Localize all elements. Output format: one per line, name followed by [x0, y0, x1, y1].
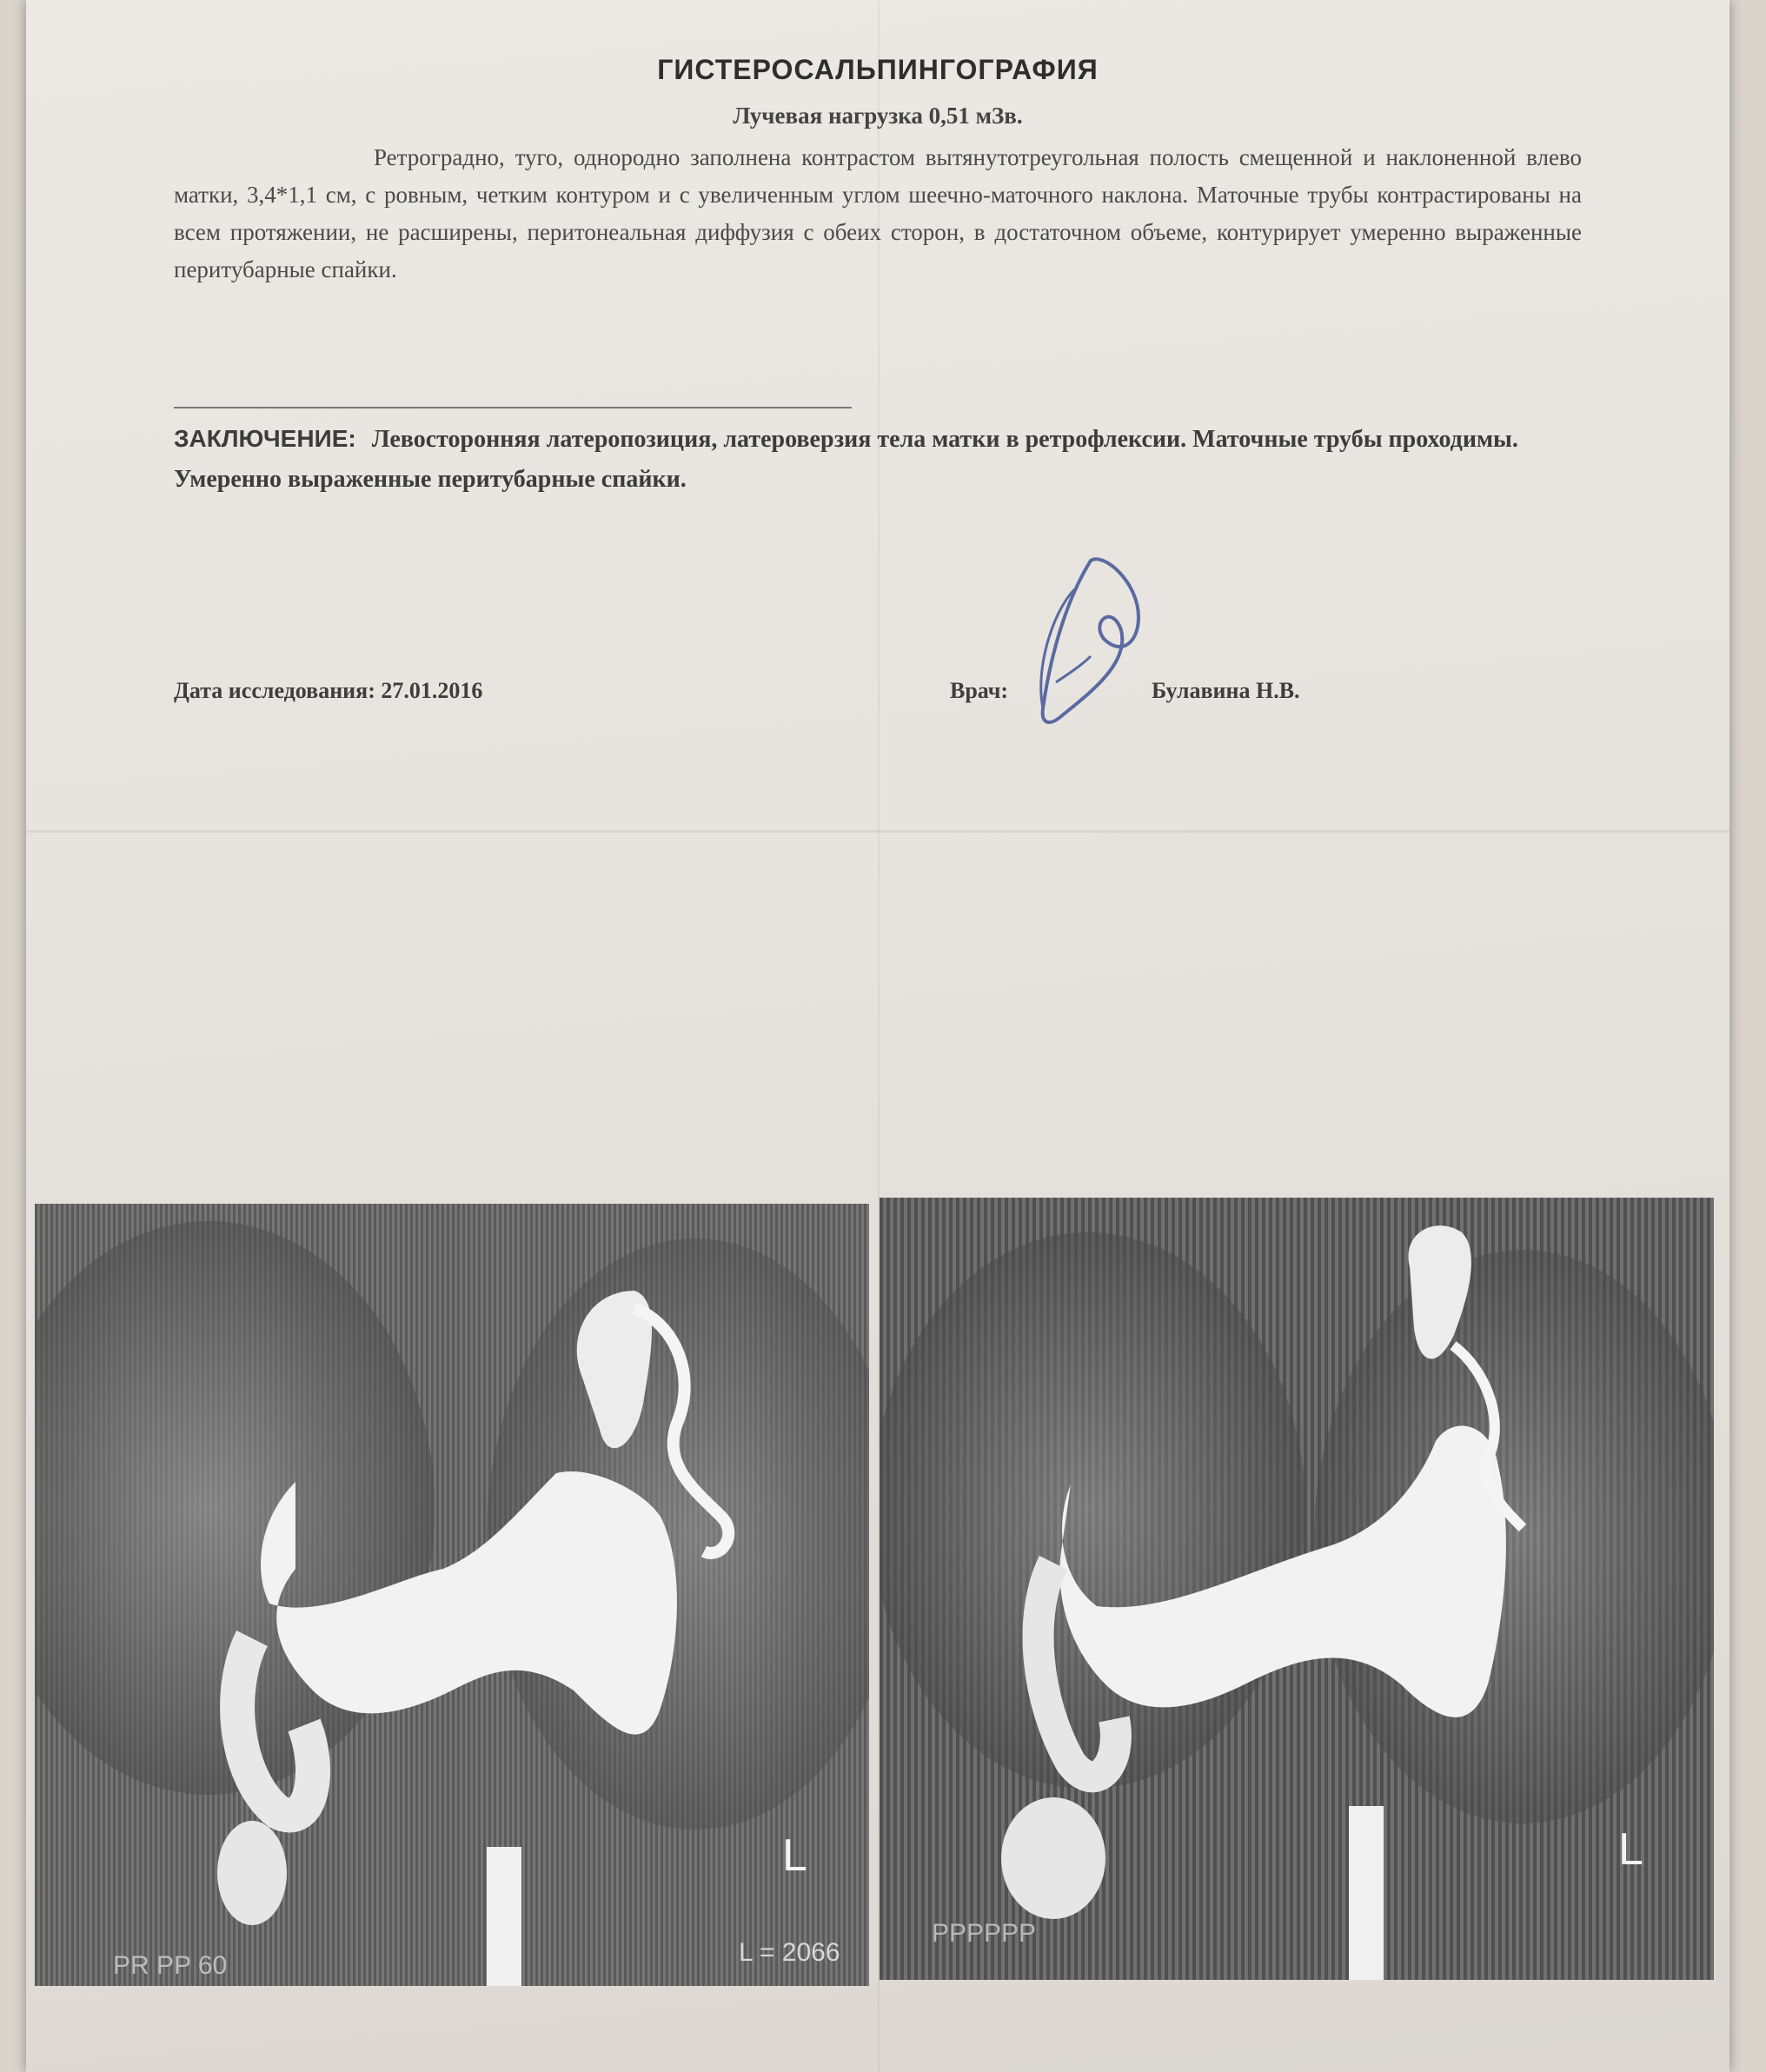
xray-image-right [880, 1198, 1714, 1980]
image-overlay-left-measure: L = 2066 [739, 1938, 840, 1967]
divider-line [174, 407, 852, 408]
image-overlay-left-code: PR PP 60 [113, 1951, 228, 1980]
doctor-label: Врач: [950, 678, 1009, 703]
description-paragraph: Ретроградно, туго, однородно заполнена контрастом вытянутотреугольная полость смещенной и наклоненной влево матки, 3,4*1,1 см, с ровным, четким контуром и с увеличенным углом шеечно-маточного наклона. Маточные трубы контрастированы на всем протяжении, не расширены, перитонеальная диффузия с обеих сторон, в достаточном объеме, контурирует умеренно выраженные перитубарные спайки. [174, 144, 1582, 282]
xray-left-graphic [35, 1204, 869, 1986]
doctor-name: Булавина Н.В. [1152, 678, 1300, 703]
xray-right-graphic [880, 1198, 1714, 1980]
radiation-dose: Лучевая нагрузка 0,51 мЗв. [733, 103, 1023, 129]
image-marker-right: L [1618, 1824, 1643, 1875]
conclusion-text: Левосторонняя латеропозиция, латероверзия тела матки в ретрофлексии. Маточные трубы проходимы. Умеренно выраженные перитубарные спайки. [174, 426, 1518, 493]
document-page [26, 0, 1729, 2072]
document-title: ГИСТЕРОСАЛЬПИНГОГРАФИЯ [657, 54, 1099, 85]
signature-row [174, 678, 1564, 730]
image-overlay-right-code: PPPPPP [932, 1919, 1037, 1948]
image-marker-left: L [782, 1830, 807, 1881]
conclusion-label: ЗАКЛЮЧЕНИЕ: [174, 425, 356, 452]
study-date: Дата исследования: 27.01.2016 [174, 678, 483, 703]
conclusion-block [174, 419, 1538, 500]
xray-image-left [35, 1204, 869, 1986]
